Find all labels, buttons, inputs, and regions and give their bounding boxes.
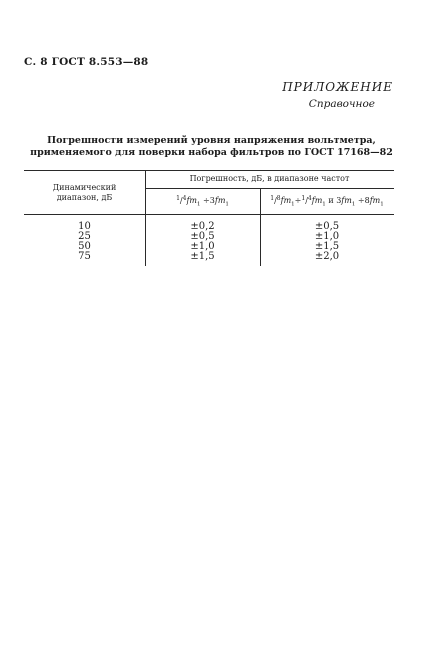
col-range-header-line1: Динамический (52, 183, 117, 192)
col-range-header-line2: диапазон, дБ (56, 193, 113, 202)
range-cell: 75 (78, 251, 91, 262)
range-cell: 25 (78, 231, 91, 242)
range-column (24, 222, 145, 262)
group-header: Погрешность, дБ, в диапазоне частот (189, 174, 350, 183)
table-header-rule (24, 214, 394, 215)
subheader-range1: $^1/^4fm_1 \div 3fm_1$ (176, 195, 229, 208)
appendix-label: ПРИЛОЖЕНИЕ (282, 80, 393, 94)
error1-cell: ±1,5 (190, 251, 215, 262)
error1-column (145, 222, 260, 262)
range-cell: 10 (78, 221, 91, 232)
appendix-type: Справочное (308, 98, 375, 110)
error1-cell: ±1,0 (190, 241, 215, 252)
error2-cell: ±0,5 (314, 221, 340, 232)
error2-cell: ±2,0 (314, 251, 340, 262)
error1-cell: ±0,5 (190, 231, 215, 242)
table-title-line1: Погрешности измерений уровня напряжения вольтметра, (47, 135, 376, 146)
error2-column (260, 222, 394, 262)
subheader-range2: $^1/^8fm_1\div^1/^4fm_1$ и $3fm_1 \div 8fm_1$ (270, 195, 384, 208)
page-header: С. 8 ГОСТ 8.553—88 (24, 56, 149, 68)
table-top-rule (24, 170, 394, 171)
group-header-rule (145, 188, 394, 189)
table-title-line2: применяемого для поверки набора фильтров по ГОСТ 17168—82 (30, 147, 393, 158)
error2-cell: ±1,5 (314, 241, 340, 252)
error1-cell: ±0,2 (190, 221, 215, 232)
range-cell: 50 (78, 241, 91, 252)
error2-cell: ±1,0 (314, 231, 340, 242)
